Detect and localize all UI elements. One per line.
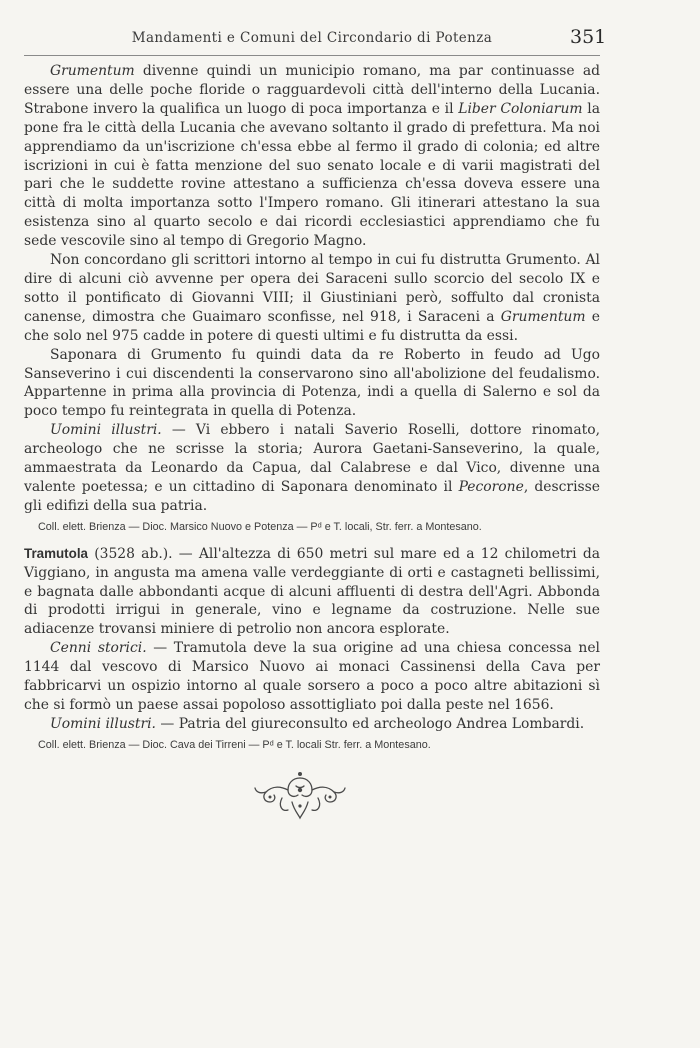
paragraph-distruzione-grumento [24, 251, 600, 346]
paragraph-saponara-uomini-illustri [24, 421, 600, 516]
saponara-footer-note: Coll. elett. Brienza — Dioc. Marsico Nuovo e Potenza — Pᵈ e T. locali, Str. ferr. a Montesano. [38, 520, 482, 533]
paragraph-text: divenne quindi un municipio romano, ma par continuasse ad essere una delle poche floride o ragguardevoli città dell'interno della Lucania. Strabone invero la qualifica un luogo di poca importanza e il [24, 63, 600, 117]
running-header: Mandamenti e Comuni del Circondario di Potenza [131, 30, 493, 46]
italic-grumentum: Grumentum [50, 63, 135, 79]
paragraph-text: la pone fra le città della Lucania che avevano soltanto il grado di prefettura. Ma noi apprendiamo da un'iscrizione ch'essa ebbe al fermo il grado di colonia; ed altre iscrizioni in cui è fatta menzione del suo senato locale e di varii magistrati del pari che le suddette rovine attestano a sufficienza ch'essa doveva essere una città di molta importanza sotto l'Impero romano. Gli itinerari attestano la sua esistenza sino al quarto secolo e dai ricordi ecclesiastici apprendiamo che fu sede vescovile sino al tempo di Gregorio Magno. [24, 100, 600, 250]
italic-pecorone: Pecorone [458, 478, 524, 495]
paragraph-text: — Tramutola deve la sua origine ad una chiesa concessa nel 1144 dal vescovo di Marsico Nuovo ai monaci Cassinensi della Cava per fabbricarvi un ospizio intorno al quale sorsero a poco a poco altre abitazioni sì che si formò un paese assai popoloso assottigliato poi dalla peste nel 1656. [24, 640, 600, 713]
header-rule [24, 55, 600, 56]
tramutola-footer-note: Coll. elett. Brienza — Dioc. Cava dei Tirreni — Pᵈ e T. locali Str. ferr. a Montesano. [38, 738, 431, 751]
paragraph-tramutola-uomini-illustri [24, 715, 600, 734]
paragraph-saponara-feudo: Saponara di Grumento fu quindi data da re Roberto in feudo ad Ugo Sanseverino i cui discendenti la conservarono sino all'abolizione del feudalismo. Appartenne in prima alla provincia di Potenza, indi a quella di Salerno e sol da poco tempo fu reintegrata in quella di Potenza. [24, 346, 600, 420]
italic-uomini-illustri: Uomini illustri. [50, 715, 156, 732]
paragraph-text: — Vi ebbero i natali Saverio Roselli, dottore rinomato, archeologo che ne scrisse la storia; Aurora Gaetani-Sanseverino, la quale, ammaestrata da Leonardo da Capua, dal Calabrese e dal Vico, divenne una valente poetessa; e un cittadino di Saponara denominato il [24, 422, 600, 495]
entry-name-tramutola: Tramutola [24, 545, 88, 561]
paragraph-grumentum-municipio [24, 62, 600, 251]
paragraph-text: e che solo nel 975 cadde in potere di questi ultimi e fu distrutta da essi. [24, 308, 600, 344]
paragraph-tramutola-cenni-storici [24, 639, 600, 715]
page-number: 351 [570, 26, 607, 48]
paragraph-text: , descrisse gli edifizi della sua patria. [24, 478, 600, 514]
italic-grumentum: Grumentum [500, 308, 586, 325]
paragraph-text: Non concordano gli scrittori intorno al tempo in cui fu distrutta Grumento. Al dire di alcuni ciò avvenne per opera dei Saraceni sullo scorcio del secolo IX e sotto il pontificato di Giovanni VIII; il Giustiniani però, soffulto dal cronista canense, dimostra che Guaimaro sconfisse, nel 918, i Saraceni a [24, 252, 600, 325]
paragraph-text: — Patria del giureconsulto ed archeologo Andrea Lombardi. [155, 715, 585, 732]
paragraph-tramutola-intro [24, 545, 600, 640]
italic-liber-coloniarum: Liber Coloniarum [458, 100, 583, 117]
page-body [24, 62, 600, 763]
paragraph-text: (3528 ab.). — All'altezza di 650 metri sul mare ed a 12 chilometri da Viggiano, in angusta ma amena valle verdeggiante di orti e castagneti bellissimi, e bagnata dalle abbondanti acque di alcuni affluenti di destra dell'Agri. Abbonda di prodotti irrigui in generale, vino e legname da costruzione. Nelle sue adiacenze trovansi miniere di petrolio non ancora esplorate. [24, 545, 600, 638]
italic-uomini-illustri: Uomini illustri. [50, 422, 162, 439]
italic-cenni-storici: Cenni storici. [50, 640, 147, 657]
fleuron-ornament-icon [252, 768, 348, 822]
